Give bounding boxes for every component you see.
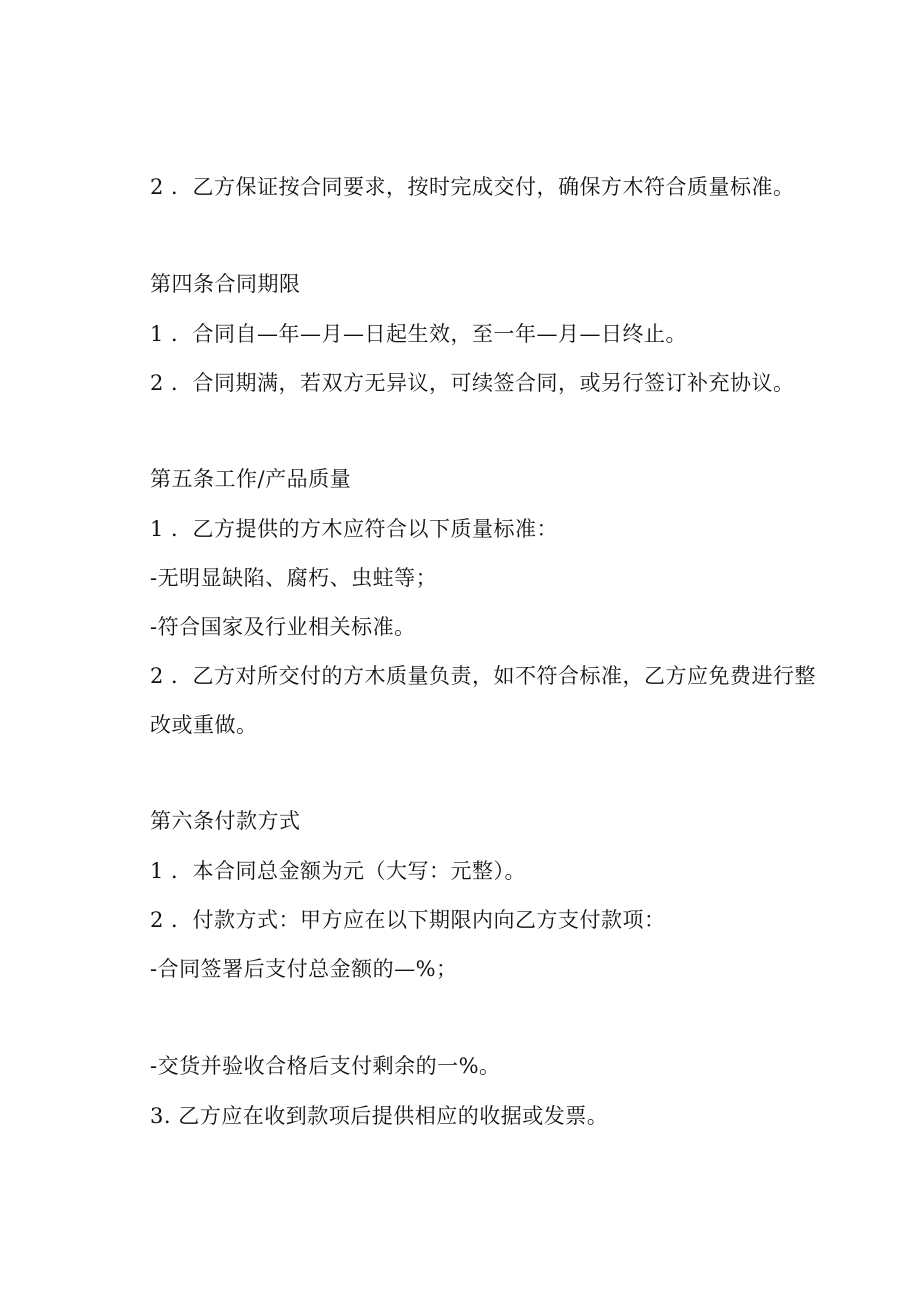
clause-6-sub-2: -交货并验收合格后支付剩余的一%。 bbox=[150, 1054, 501, 1078]
section-heading-5: 第五条工作/产品质量 bbox=[150, 467, 352, 491]
clause-6-item-3: 3. 乙方应在收到款项后提供相应的收据或发票。 bbox=[150, 1104, 609, 1128]
clause-4-item-2: 2 ．合同期满，若双方无异议，可续签合同，或另行签订补充协议。 bbox=[150, 371, 795, 395]
section-heading-4: 第四条合同期限 bbox=[150, 272, 301, 296]
clause-5-sub-1: -无明显缺陷、腐朽、虫蛀等； bbox=[150, 566, 438, 590]
clause-4-item-1: 1 ．合同自—年—月—日起生效，至一年—月—日终止。 bbox=[150, 322, 688, 346]
clause-3-item-2: 2 ．乙方保证按合同要求，按时完成交付，确保方木符合质量标准。 bbox=[150, 175, 795, 199]
clause-6-item-1: 1 ．本合同总金额为元（大写：元整）。 bbox=[150, 859, 527, 883]
clause-5-item-2-cont: 改或重做。 bbox=[150, 713, 258, 737]
clause-5-sub-2: -符合国家及行业相关标准。 bbox=[150, 615, 416, 639]
clause-6-sub-1: -合同签署后支付总金额的—%； bbox=[150, 957, 458, 981]
clause-5-item-2: 2 ．乙方对所交付的方木质量负责，如不符合标准，乙方应免费进行整 bbox=[150, 664, 817, 688]
clause-6-item-2: 2 ．付款方式：甲方应在以下期限内向乙方支付款项： bbox=[150, 908, 666, 932]
section-heading-6: 第六条付款方式 bbox=[150, 809, 301, 833]
clause-5-item-1: 1 ．乙方提供的方木应符合以下质量标准： bbox=[150, 517, 559, 541]
